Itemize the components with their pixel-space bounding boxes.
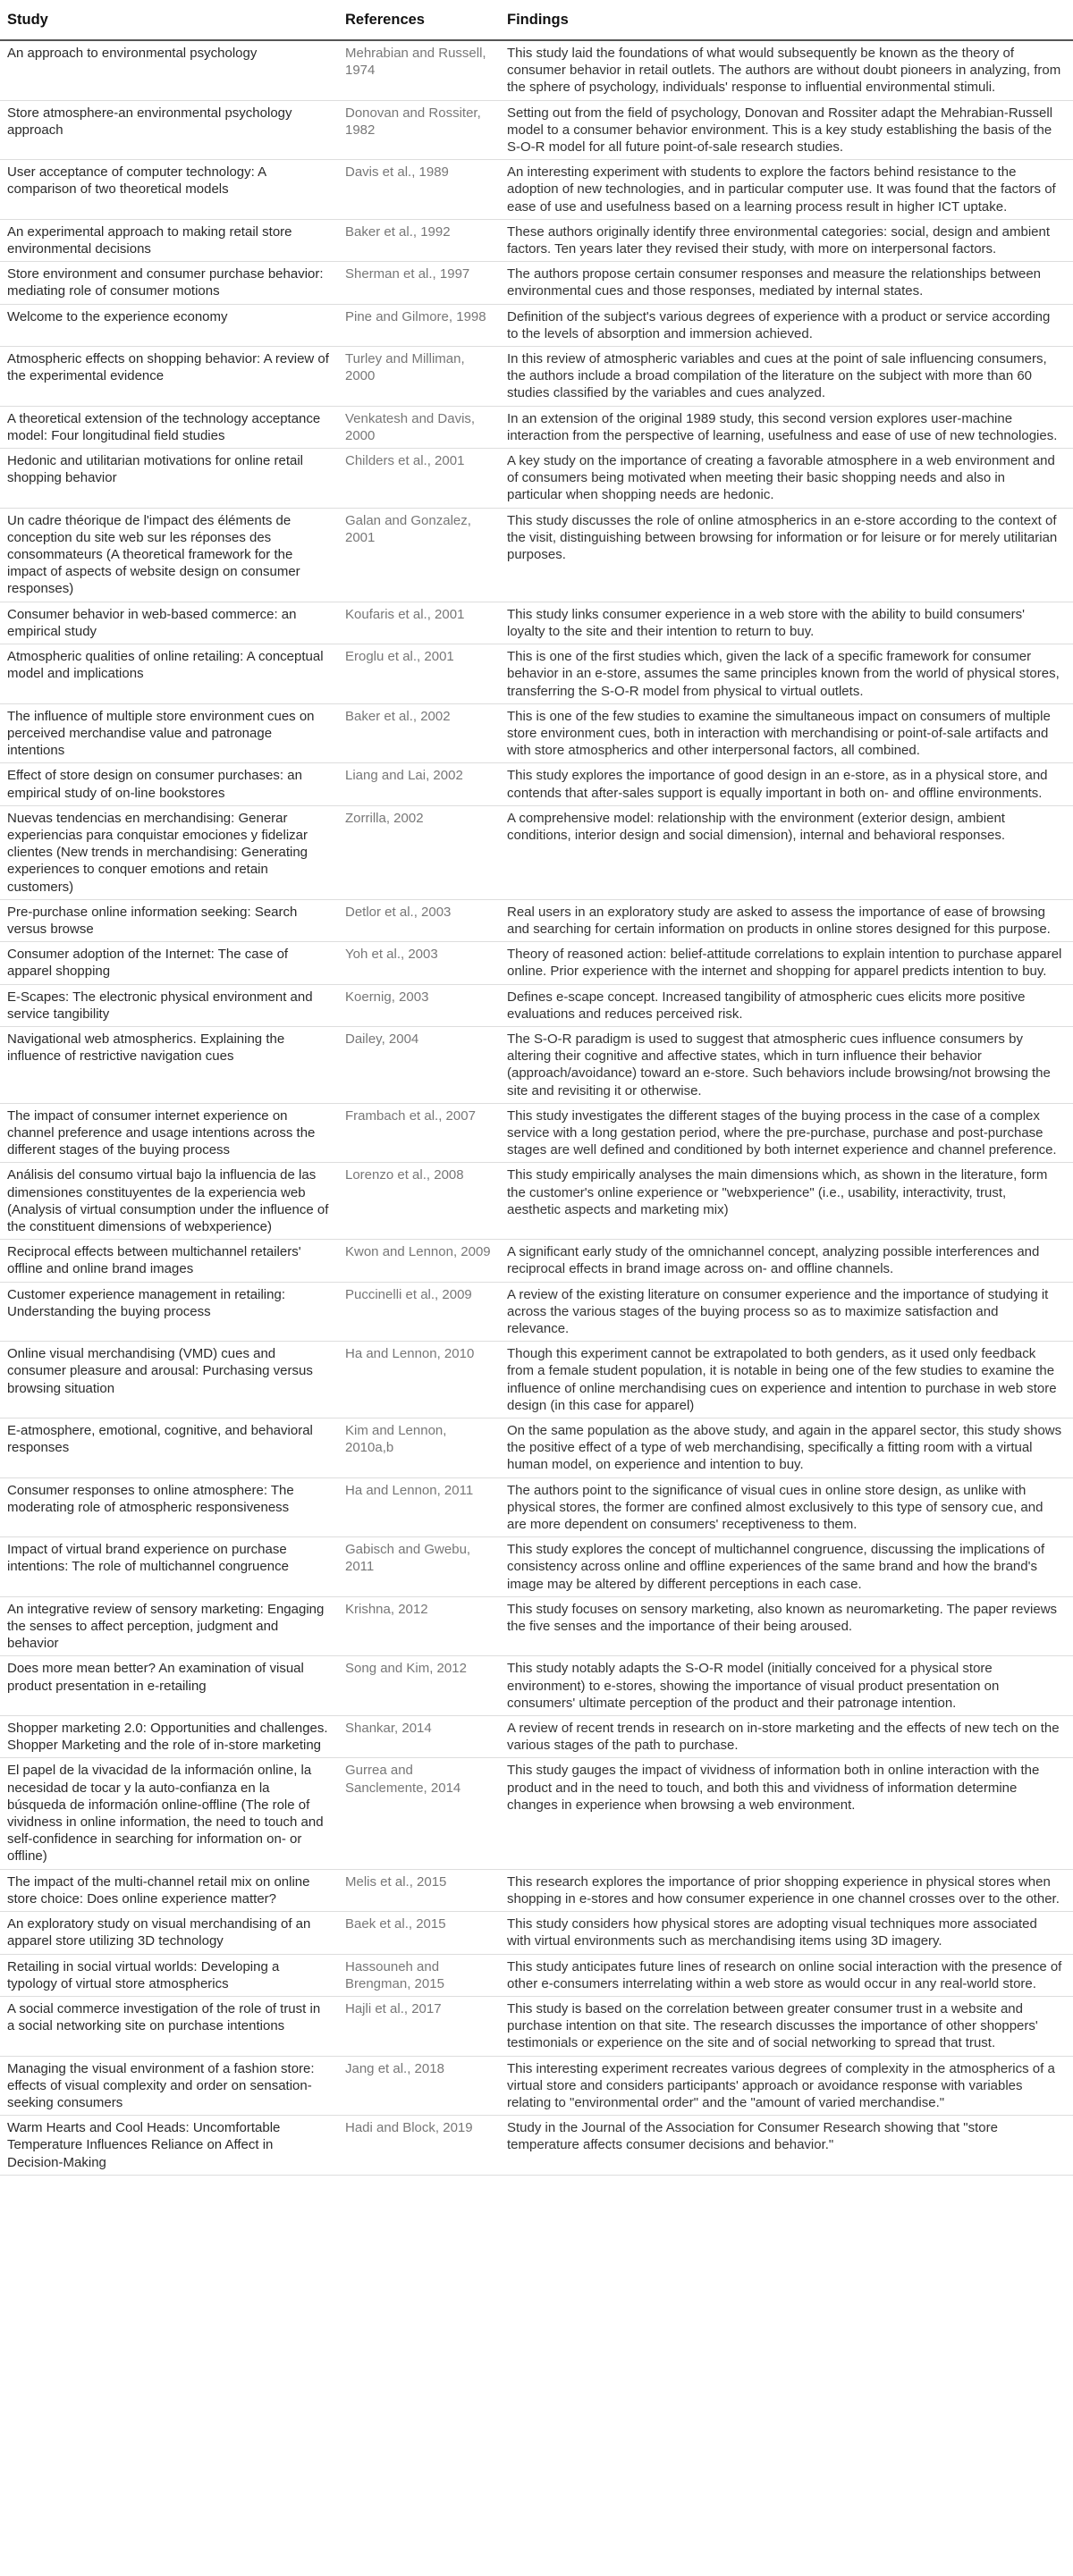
table-row	[0, 347, 1073, 407]
table-row	[0, 602, 1073, 644]
references-cell: Detlor et al., 2003	[338, 899, 500, 941]
table-row	[0, 899, 1073, 941]
table-row	[0, 304, 1073, 346]
study-cell: Effect of store design on consumer purchases: an empirical study of on-line bookstores	[0, 763, 338, 805]
findings-cell: Real users in an exploratory study are asked to assess the importance of ease of browsing and searching for certain information on products in online stores designed for this purpose.	[500, 899, 1073, 941]
table-row	[0, 1656, 1073, 1716]
table-row	[0, 1342, 1073, 1418]
findings-cell: The authors point to the significance of visual cues in online store design, as unlike with physical stores, the former are confined almost exclusively to this type of sensory cue, and are more dependent on consumers' receptiveness to them.	[500, 1477, 1073, 1537]
findings-cell: A significant early study of the omnichannel concept, analyzing possible interferences and reciprocal effects in brand image across on- and offline channels.	[500, 1240, 1073, 1282]
findings-cell: This study investigates the different stages of the buying process in the case of a complex service with a long gestation period, where the pre-purchase, purchase and post-purchase stages are well defined and conditioned by both internet experience and channel preference.	[500, 1103, 1073, 1163]
references-cell: Kwon and Lennon, 2009	[338, 1240, 500, 1282]
study-cell: Customer experience management in retailing: Understanding the buying process	[0, 1282, 338, 1342]
findings-cell: A key study on the importance of creating a favorable atmosphere in a web environment and of consumers being motivated when meeting their basic shopping needs and also in particular when shopping needs are hedonic.	[500, 449, 1073, 509]
header-row	[0, 0, 1073, 40]
findings-cell: Study in the Journal of the Association for Consumer Research showing that "store temperature affects consumer decisions and behavior."	[500, 2116, 1073, 2176]
header-findings: Findings	[500, 0, 1073, 40]
table-row	[0, 406, 1073, 448]
findings-cell: This study notably adapts the S-O-R model (initially conceived for a physical store environment) to e-stores, showing the importance of visual product presentation on consumers' ultimate perception of the product and their patronage intention.	[500, 1656, 1073, 1716]
findings-cell: This study discusses the role of online atmospherics in an e-store according to the context of the visit, distinguishing between browsing for information or for leisure or for merely utilitarian purposes.	[500, 508, 1073, 602]
findings-cell: A comprehensive model: relationship with the environment (exterior design, ambient conditions, interior design and social dimension), internal and behavioral responses.	[500, 805, 1073, 899]
references-cell: Pine and Gilmore, 1998	[338, 304, 500, 346]
table-row	[0, 703, 1073, 763]
study-cell: The impact of the multi-channel retail mix on online store choice: Does online experience matter?	[0, 1869, 338, 1911]
findings-cell: This study anticipates future lines of research on online social interaction with the presence of other e-consumers interrelating within a web store as would occur in any real-world store.	[500, 1954, 1073, 1996]
findings-cell: This study is based on the correlation between greater consumer trust in a website and purchase intention on that site. The research discusses the importance of other shoppers' testimonials or experience on the site and of social networking to spread that trust.	[500, 1996, 1073, 2056]
references-cell: Zorrilla, 2002	[338, 805, 500, 899]
study-cell: Consumer responses to online atmosphere: The moderating role of atmospheric responsiveness	[0, 1477, 338, 1537]
table-header	[0, 0, 1073, 40]
table-row	[0, 763, 1073, 805]
table-row	[0, 262, 1073, 304]
table-row	[0, 1026, 1073, 1103]
findings-cell: A review of recent trends in research on in-store marketing and the effects of new tech on the various stages of the path to purchase.	[500, 1716, 1073, 1758]
table-row	[0, 219, 1073, 261]
findings-cell: This is one of the few studies to examine the simultaneous impact on consumers of multiple store environment cues, both in interaction with merchandising or point-of-sale artifacts and with store atmospherics and other interpersonal factors, all combined.	[500, 703, 1073, 763]
findings-cell: This study explores the importance of good design in an e-store, as in a physical store, and contends that after-sales support is equally important in both on- and offline environments.	[500, 763, 1073, 805]
findings-cell: This study links consumer experience in a web store with the ability to build consumers' loyalty to the site and their intention to return to buy.	[500, 602, 1073, 644]
references-cell: Davis et al., 1989	[338, 160, 500, 220]
study-cell: Consumer behavior in web-based commerce: an empirical study	[0, 602, 338, 644]
study-cell: Pre-purchase online information seeking: Search versus browse	[0, 899, 338, 941]
findings-cell: This study gauges the impact of vividness of information both in online interaction with the product and in the need to touch, and both this and vividness of information determine changes in experience when browsing a web environment.	[500, 1758, 1073, 1869]
references-cell: Childers et al., 2001	[338, 449, 500, 509]
table-row	[0, 1758, 1073, 1869]
findings-cell: Setting out from the field of psychology, Donovan and Rossiter adapt the Mehrabian-Russell model to a consumer behavior environment. This is a key study establishing the basis of the S-O-R model for all future point-of-sale research studies.	[500, 100, 1073, 160]
table-row	[0, 1163, 1073, 1240]
references-cell: Puccinelli et al., 2009	[338, 1282, 500, 1342]
references-cell: Jang et al., 2018	[338, 2056, 500, 2116]
references-cell: Sherman et al., 1997	[338, 262, 500, 304]
references-cell: Krishna, 2012	[338, 1596, 500, 1656]
references-cell: Gabisch and Gwebu, 2011	[338, 1537, 500, 1597]
references-cell: Song and Kim, 2012	[338, 1656, 500, 1716]
study-cell: The impact of consumer internet experience on channel preference and usage intentions across the different stages of the buying process	[0, 1103, 338, 1163]
study-cell: An experimental approach to making retail store environmental decisions	[0, 219, 338, 261]
findings-cell: This study explores the concept of multichannel congruence, discussing the implications of consistency across online and offline experiences of the same brand and how the brand's image may be altered by different perceptions in each case.	[500, 1537, 1073, 1597]
table-body	[0, 40, 1073, 2175]
study-cell: Welcome to the experience economy	[0, 304, 338, 346]
study-cell: An approach to environmental psychology	[0, 40, 338, 100]
references-cell: Koernig, 2003	[338, 984, 500, 1026]
findings-cell: In this review of atmospheric variables and cues at the point of sale influencing consumers, the authors include a broad compilation of the literature on the subject with more than 60 studies classified by the variables and cues analyzed.	[500, 347, 1073, 407]
findings-cell: This interesting experiment recreates various degrees of complexity in the atmospherics of a virtual store and considers participants' approach or avoidance response with variables relating to "environmental order" and the "amount of varied merchandise."	[500, 2056, 1073, 2116]
references-cell: Baker et al., 2002	[338, 703, 500, 763]
study-cell: A social commerce investigation of the role of trust in a social networking site on purchase intentions	[0, 1996, 338, 2056]
findings-cell: An interesting experiment with students to explore the factors behind resistance to the adoption of new technologies, and in particular computer use. It was found that the factors of ease of use and usefulness based on a learning process result in higher ICT uptake.	[500, 160, 1073, 220]
study-cell: Store environment and consumer purchase behavior: mediating role of consumer motions	[0, 262, 338, 304]
study-cell: Shopper marketing 2.0: Opportunities and challenges. Shopper Marketing and the role of in-store marketing	[0, 1716, 338, 1758]
findings-cell: Definition of the subject's various degrees of experience with a product or service according to the levels of absorption and immersion achieved.	[500, 304, 1073, 346]
findings-cell: This study considers how physical stores are adopting visual techniques more associated with virtual environments such as merchandising items using 3D imagery.	[500, 1912, 1073, 1954]
references-cell: Turley and Milliman, 2000	[338, 347, 500, 407]
findings-cell: Theory of reasoned action: belief-attitude correlations to explain intention to purchase apparel online. Prior experience with the internet and shopping for apparel predicts intention to buy.	[500, 942, 1073, 984]
table-row	[0, 1716, 1073, 1758]
table-row	[0, 1418, 1073, 1478]
study-cell: A theoretical extension of the technology acceptance model: Four longitudinal field studies	[0, 406, 338, 448]
findings-cell: This study laid the foundations of what would subsequently be known as the theory of consumer behavior in retail outlets. The authors are without doubt pioneers in analyzing, from the sphere of psychology, individuals' response to influential environmental stimuli.	[500, 40, 1073, 100]
study-cell: An integrative review of sensory marketing: Engaging the senses to affect perception, judgment and behavior	[0, 1596, 338, 1656]
table-row	[0, 449, 1073, 509]
study-cell: Retailing in social virtual worlds: Developing a typology of virtual store atmospherics	[0, 1954, 338, 1996]
table-row	[0, 1912, 1073, 1954]
findings-cell: Defines e-scape concept. Increased tangibility of atmospheric cues elicits more positive evaluations and reduces perceived risk.	[500, 984, 1073, 1026]
references-cell: Mehrabian and Russell, 1974	[338, 40, 500, 100]
references-cell: Melis et al., 2015	[338, 1869, 500, 1911]
study-cell: Análisis del consumo virtual bajo la influencia de las dimensiones constituyentes de la experiencia web (Analysis of virtual consumption under the influence of the constituent dimensions of webxperience)	[0, 1163, 338, 1240]
findings-cell: In an extension of the original 1989 study, this second version explores user-machine interaction from the perspective of learning, usefulness and ease of use of new technologies.	[500, 406, 1073, 448]
table-row	[0, 100, 1073, 160]
table-row	[0, 1240, 1073, 1282]
table-row	[0, 644, 1073, 704]
findings-cell: A review of the existing literature on consumer experience and the importance of studying it across the various stages of the buying process so as to maximize satisfaction and relevance.	[500, 1282, 1073, 1342]
references-cell: Koufaris et al., 2001	[338, 602, 500, 644]
references-cell: Kim and Lennon, 2010a,b	[338, 1418, 500, 1478]
header-study: Study	[0, 0, 338, 40]
findings-cell: The authors propose certain consumer responses and measure the relationships between environmental cues and those responses, mediated by internal states.	[500, 262, 1073, 304]
references-cell: Lorenzo et al., 2008	[338, 1163, 500, 1240]
study-cell: El papel de la vivacidad de la información online, la necesidad de tocar y la auto-confianza en la búsqueda de información online-offline (The role of vividness in online information, the need to touch and self-confidence in searching for information on- or offline)	[0, 1758, 338, 1869]
findings-cell: This research explores the importance of prior shopping experience in physical stores when shopping in e-stores and how consumer experience in one channel crosses over to the other.	[500, 1869, 1073, 1911]
table-row	[0, 942, 1073, 984]
references-cell: Hajli et al., 2017	[338, 1996, 500, 2056]
study-cell: E-Scapes: The electronic physical environment and service tangibility	[0, 984, 338, 1026]
references-cell: Baker et al., 1992	[338, 219, 500, 261]
study-cell: Un cadre théorique de l'impact des éléments de conception du site web sur les réponses des consommateurs (A theoretical framework for the impact of aspects of website design on consumer responses)	[0, 508, 338, 602]
study-cell: E-atmosphere, emotional, cognitive, and behavioral responses	[0, 1418, 338, 1478]
references-cell: Yoh et al., 2003	[338, 942, 500, 984]
study-cell: The influence of multiple store environment cues on perceived merchandise value and patronage intentions	[0, 703, 338, 763]
study-cell: Impact of virtual brand experience on purchase intentions: The role of multichannel congruence	[0, 1537, 338, 1597]
table-row	[0, 508, 1073, 602]
references-cell: Gurrea and Sanclemente, 2014	[338, 1758, 500, 1869]
study-cell: Does more mean better? An examination of visual product presentation in e-retailing	[0, 1656, 338, 1716]
table-row	[0, 40, 1073, 100]
study-cell: Navigational web atmospherics. Explaining the influence of restrictive navigation cues	[0, 1026, 338, 1103]
study-cell: Nuevas tendencias en merchandising: Generar experiencias para conquistar emociones y fidelizar clientes (New trends in merchandising: Generating experiences to conquer emotions and retain customers)	[0, 805, 338, 899]
table-row	[0, 1103, 1073, 1163]
study-cell: User acceptance of computer technology: A comparison of two theoretical models	[0, 160, 338, 220]
references-cell: Hassouneh and Brengman, 2015	[338, 1954, 500, 1996]
references-cell: Frambach et al., 2007	[338, 1103, 500, 1163]
references-cell: Venkatesh and Davis, 2000	[338, 406, 500, 448]
table-row	[0, 1996, 1073, 2056]
findings-cell: On the same population as the above study, and again in the apparel sector, this study shows the positive effect of a type of web merchandising, specifically a fitting room with a virtual human model, on experience and intention to buy.	[500, 1418, 1073, 1478]
header-references: References	[338, 0, 500, 40]
study-cell: Reciprocal effects between multichannel retailers' offline and online brand images	[0, 1240, 338, 1282]
references-cell: Dailey, 2004	[338, 1026, 500, 1103]
table-row	[0, 2056, 1073, 2116]
table-row	[0, 805, 1073, 899]
study-cell: Atmospheric effects on shopping behavior: A review of the experimental evidence	[0, 347, 338, 407]
references-cell: Shankar, 2014	[338, 1716, 500, 1758]
references-cell: Baek et al., 2015	[338, 1912, 500, 1954]
study-cell: Store atmosphere-an environmental psychology approach	[0, 100, 338, 160]
findings-cell: This is one of the first studies which, given the lack of a specific framework for consumer behavior in an e-store, assumes the same principles known from the world of physical stores, transferring the S-O-R model from physical to virtual outlets.	[500, 644, 1073, 704]
findings-cell: The S-O-R paradigm is used to suggest that atmospheric cues influence consumers by altering their cognitive and affective states, which in turn influence their behavior (approach/avoidance) toward an e-store. Such behaviors include browsing/not browsing the site and revisiting it or otherwise.	[500, 1026, 1073, 1103]
references-cell: Galan and Gonzalez, 2001	[338, 508, 500, 602]
study-cell: Online visual merchandising (VMD) cues and consumer pleasure and arousal: Purchasing versus browsing situation	[0, 1342, 338, 1418]
table-row	[0, 1869, 1073, 1911]
study-cell: An exploratory study on visual merchandising of an apparel store utilizing 3D technology	[0, 1912, 338, 1954]
study-cell: Consumer adoption of the Internet: The case of apparel shopping	[0, 942, 338, 984]
findings-cell: This study focuses on sensory marketing, also known as neuromarketing. The paper reviews the five senses and the importance of their being aroused.	[500, 1596, 1073, 1656]
references-cell: Liang and Lai, 2002	[338, 763, 500, 805]
table-row	[0, 1537, 1073, 1597]
study-cell: Atmospheric qualities of online retailing: A conceptual model and implications	[0, 644, 338, 704]
study-cell: Hedonic and utilitarian motivations for online retail shopping behavior	[0, 449, 338, 509]
references-cell: Eroglu et al., 2001	[338, 644, 500, 704]
table-row	[0, 984, 1073, 1026]
study-cell: Managing the visual environment of a fashion store: effects of visual complexity and order on sensation-seeking consumers	[0, 2056, 338, 2116]
findings-cell: This study empirically analyses the main dimensions which, as shown in the literature, form the customer's online experience or "webxperience" (i.e., usability, interactivity, trust, aesthetic aspects and marketing mix)	[500, 1163, 1073, 1240]
references-cell: Hadi and Block, 2019	[338, 2116, 500, 2176]
findings-cell: Though this experiment cannot be extrapolated to both genders, as it used only feedback from a female student population, it is notable in being one of the few studies to examine the influence of online merchandising cues on experience and intention to purchase in web store design (in this case for apparel)	[500, 1342, 1073, 1418]
findings-cell: These authors originally identify three environmental categories: social, design and ambient factors. Ten years later they revised their study, with more on interpersonal factors.	[500, 219, 1073, 261]
references-cell: Ha and Lennon, 2010	[338, 1342, 500, 1418]
references-cell: Ha and Lennon, 2011	[338, 1477, 500, 1537]
table-row	[0, 1954, 1073, 1996]
study-cell: Warm Hearts and Cool Heads: Uncomfortable Temperature Influences Reliance on Affect in Decision-Making	[0, 2116, 338, 2176]
table-row	[0, 160, 1073, 220]
table-row	[0, 2116, 1073, 2176]
table-row	[0, 1282, 1073, 1342]
references-cell: Donovan and Rossiter, 1982	[338, 100, 500, 160]
table-row	[0, 1477, 1073, 1537]
table-row	[0, 1596, 1073, 1656]
